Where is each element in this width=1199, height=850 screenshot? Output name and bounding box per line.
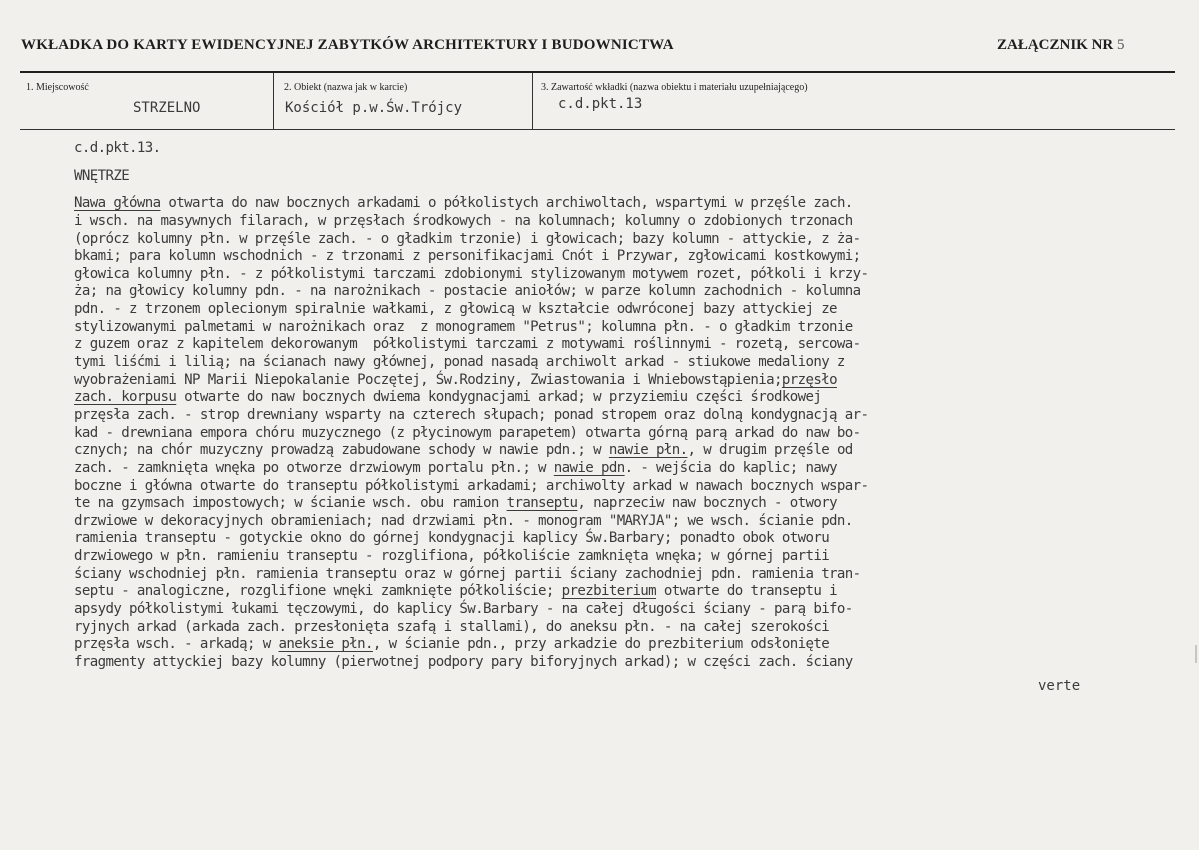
text-line: cznych; na chór muzyczny prowadzą zabudowane schody w nawie pdn.; w nawie płn., w drugim przęśle od	[74, 442, 853, 459]
text-line: z guzem oraz z kapitelem dekorowanym półkolistymi tarczami z motywami roślinnymi - rozetą, sercowa-	[74, 336, 861, 353]
text-line: Nawa główna otwarta do naw bocznych arkadami o półkolistych archiwoltach, wspartymi w przęśle zach.	[74, 195, 853, 212]
text-line: te na gzymsach impostowych; w ścianie wsch. obu ramion transeptu, naprzeciw naw bocznych - otwory	[74, 495, 837, 512]
underlined-term: nawie płn.	[608, 442, 688, 459]
attachment-label: ZAŁĄCZNIK NR	[997, 37, 1114, 53]
text-line: i wsch. na masywnych filarach, w przęsłach środkowych - na kolumnach; kolumny o zdobionych trzonach	[74, 212, 853, 229]
text-line: pdn. - z trzonem oplecionym spiralnie wałkami, z głowicą w kształcie odwróconej bazy attyckiej ze	[74, 301, 837, 318]
attachment-number	[997, 37, 1125, 54]
form-title: WKŁADKA DO KARTY EWIDENCYJNEJ ZABYTKÓW ARCHITEKTURY I BUDOWNICTWA	[21, 37, 674, 53]
text-line: wyobrażeniami NP Marii Niepokalanie Poczętej, Św.Rodziny, Zwiastowania i Wniebowstąpienia;przęsło	[74, 371, 837, 388]
underlined-term: zach. korpusu	[74, 389, 177, 406]
underlined-term: przęsło	[781, 371, 837, 388]
text-line: ramienia transeptu - gotyckie okno do górnej kondygnacji kaplicy Św.Barbary; ponadto obok otworu	[74, 530, 830, 547]
object-value: Kościół p.w.Św.Trójcy	[285, 100, 463, 116]
text-line: drzwiowego w płn. ramieniu transeptu - rozglifiona, półkoliście zamknięta wnęka; w górnej partii	[74, 548, 830, 565]
verte-note: verte	[1038, 678, 1081, 694]
text-line: ryjnych arkad (arkada zach. przesłonięta szafą i stallami), do aneksu płn. - na całej szerokości	[74, 618, 830, 635]
text-line: kad - drewniana empora chóru muzycznego (z płycinowym parapetem) otwarta górną parą arkad do naw bo-	[74, 424, 861, 441]
locality-value: STRZELNO	[133, 100, 201, 116]
object-label: 2. Obiekt (nazwa jak w karcie)	[284, 82, 408, 93]
text-line: ściany wschodniej płn. ramienia transeptu oraz w górnej partii ściany zachodniej pdn. ramienia tran-	[74, 565, 861, 582]
content-value: c.d.pkt.13	[558, 96, 643, 112]
text-line: głowica kolumny płn. - z półkolistymi tarczami zdobionymi stylizowanym motywem rozet, półkoli i krzy-	[74, 265, 869, 282]
continuation-line: c.d.pkt.13.	[74, 140, 161, 156]
text-line: zach. korpusu otwarte do naw bocznych dwiema kondygnacjami arkad; w przyziemiu części środkowej	[74, 389, 822, 406]
attachment-number-value: 5	[1117, 37, 1125, 53]
text-line: zach. - zamknięta wnęka po otworze drzwiowym portalu płn.; w nawie pdn. - wejścia do kaplic; nawy	[74, 459, 837, 476]
text-line: przęsła zach. - strop drewniany wsparty na czterech słupach; ponad stropem oraz dolną kondygnacją ar-	[74, 406, 869, 423]
section-heading: WNĘTRZE	[74, 167, 130, 184]
content-label: 3. Zawartość wkładki (nazwa obiektu i materiału uzupełniającego)	[541, 82, 808, 93]
text-line: ża; na głowicy kolumny pdn. - na narożnikach - postacie aniołów; w parze kolumn zachodnich - kolumna	[74, 283, 861, 300]
underlined-term: Nawa główna	[74, 195, 161, 212]
locality-label: 1. Miejscowość	[26, 82, 89, 93]
text-line: fragmenty attyckiej bazy kolumny (pierwotnej podpory pary biforyjnych arkad); w części zach. ściany	[74, 653, 853, 670]
text-line: boczne i główna otwarte do transeptu półkolistymi arkadami; archiwolty arkad w nawach bocznych wspar-	[74, 477, 869, 494]
description-text	[74, 140, 1104, 672]
text-line: drzwiowe w dekoracyjnych obramieniach; nad drzwiami płn. - monogram "MARYJA"; we wsch. ścianie pdn.	[74, 512, 853, 529]
text-line: stylizowanymi palmetami w narożnikach oraz z monogramem "Petrus"; kolumna płn. - o gładkim trzonie	[74, 318, 853, 335]
text-line: septu - analogiczne, rozglifione wnęki zamknięte półkoliście; prezbiterium otwarte do transeptu i	[74, 583, 837, 600]
text-line: bkami; para kolumn wschodnich - z trzonami z personifikacjami Cnót i Przywar, zgłowicami kostkowymi;	[74, 248, 861, 265]
underlined-term: aneksie płn.	[278, 636, 373, 653]
field-divider	[532, 73, 533, 129]
underlined-term: transeptu	[506, 495, 578, 512]
fields-bottom-rule	[20, 129, 1175, 130]
margin-mark	[1195, 645, 1197, 663]
underlined-term: nawie pdn	[553, 459, 625, 476]
form-fields-row	[20, 73, 1175, 129]
field-divider	[273, 73, 274, 129]
text-line: apsydy półkolistymi łukami tęczowymi, do kaplicy Św.Barbary - na całej długości ściany - parą bifo-	[74, 601, 853, 618]
text-line: tymi liśćmi i lilią; na ścianach nawy głównej, ponad nasadą archiwolt arkad - stiukowe medaliony z	[74, 354, 845, 371]
text-line: (oprócz kolumny płn. w przęśle zach. - o gładkim trzonie) i głowicach; bazy kolumn - attyckie, z ża-	[74, 230, 861, 247]
underlined-term: prezbiterium	[561, 583, 657, 600]
text-line: przęsła wsch. - arkadą; w aneksie płn., w ścianie pdn., przy arkadzie do prezbiterium odsłonięte	[74, 636, 830, 653]
